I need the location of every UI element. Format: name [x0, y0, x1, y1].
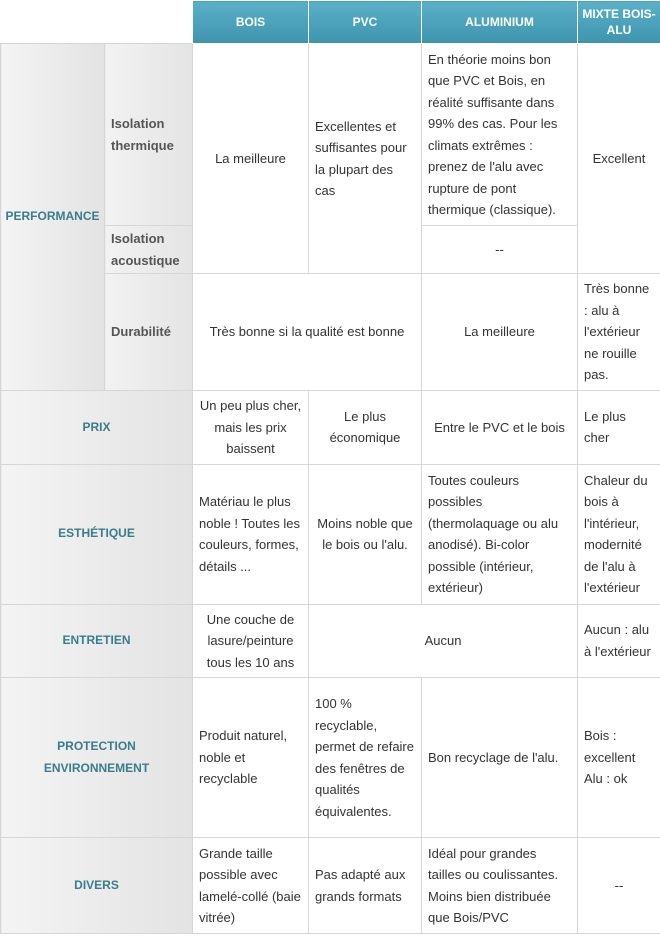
cell-protection-bois: Produit naturel, noble et recyclable [193, 678, 309, 838]
row-prix [1, 391, 660, 465]
header-aluminium: ALUMINIUM [422, 1, 578, 44]
cell-isolation-mixte: Excellent [578, 44, 660, 274]
category-performance: PERFORMANCE [1, 44, 105, 391]
cell-divers-bois: Grande taille possible avec lamelé-collé (baie vitrée) [193, 838, 309, 934]
cell-prix-bois: Un peu plus cher, mais les prix baissent [193, 391, 309, 465]
sub-isolation-thermique: Isolation thermique [105, 44, 193, 226]
header-pvc: PVC [309, 1, 422, 44]
cell-entretien-bois: Une couche de lasure/peinture tous les 10 ans [193, 604, 309, 678]
cell-isolation-pvc: Excellentes et suffisantes pour la plupart des cas [309, 44, 422, 274]
cell-acoustique-alu: -- [422, 226, 578, 274]
category-entretien: ENTRETIEN [1, 604, 193, 678]
header-blank [1, 1, 193, 44]
cell-esthetique-mixte: Chaleur du bois à l'intérieur, modernité de l'alu à l'extérieur [578, 464, 660, 604]
cell-isolation-bois: La meilleure [193, 44, 309, 274]
protection-mixte-bois: Bois : excellent [584, 728, 636, 765]
cell-prix-alu: Entre le PVC et le bois [422, 391, 578, 465]
cell-esthetique-bois: Matériau le plus noble ! Toutes les couleurs, formes, détails ... [193, 464, 309, 604]
category-protection: PROTECTION ENVIRONNEMENT [1, 678, 193, 838]
category-esthetique: ESTHÉTIQUE [1, 464, 193, 604]
cell-esthetique-alu: Toutes couleurs possibles (thermolaquage ou alu anodisé). Bi-color possible (intérieur, extérieur) [422, 464, 578, 604]
protection-mixte-alu: Alu : ok [584, 771, 628, 787]
cell-divers-pvc: Pas adapté aux grands formats [309, 838, 422, 934]
cell-durabilite-mixte: Très bonne : alu à l'extérieur ne rouille pas. [578, 274, 660, 391]
sub-durabilite: Durabilité [105, 274, 193, 391]
cell-protection-pvc: 100 % recyclable, permet de refaire des fenêtres de qualités équivalentes. [309, 678, 422, 838]
cell-protection-alu: Bon recyclage de l'alu. [422, 678, 578, 838]
row-esthetique [1, 464, 660, 604]
cell-prix-pvc: Le plus économique [309, 391, 422, 465]
cell-esthetique-pvc: Moins noble que le bois ou l'alu. [309, 464, 422, 604]
header-bois: BOIS [193, 1, 309, 44]
header-row [1, 1, 660, 44]
category-prix: PRIX [1, 391, 193, 465]
row-entretien [1, 604, 660, 678]
cell-prix-mixte: Le plus cher [578, 391, 660, 465]
cell-durabilite-alu: La meilleure [422, 274, 578, 391]
cell-entretien-pvc-alu: Aucun [309, 604, 578, 678]
category-divers: DIVERS [1, 838, 193, 934]
row-isolation-thermique [1, 44, 660, 226]
cell-durabilite-bois-pvc: Très bonne si la qualité est bonne [193, 274, 422, 391]
sub-isolation-acoustique: Isolation acoustique [105, 226, 193, 274]
cell-divers-mixte: -- [578, 838, 660, 934]
cell-isolation-alu: En théorie moins bon que PVC et Bois, en réalité suffisante dans 99% des cas. Pour les climats extrêmes : prenez de l'alu avec rupture de pont thermique (classique). [422, 44, 578, 226]
cell-divers-alu: Idéal pour grandes tailles ou coulissantes. Moins bien distribuée que Bois/PVC [422, 838, 578, 934]
header-mixte: MIXTE BOIS-ALU [578, 1, 660, 44]
cell-protection-mixte [578, 678, 660, 838]
row-protection [1, 678, 660, 838]
row-divers [1, 838, 660, 934]
cell-entretien-mixte: Aucun : alu à l'extérieur [578, 604, 660, 678]
